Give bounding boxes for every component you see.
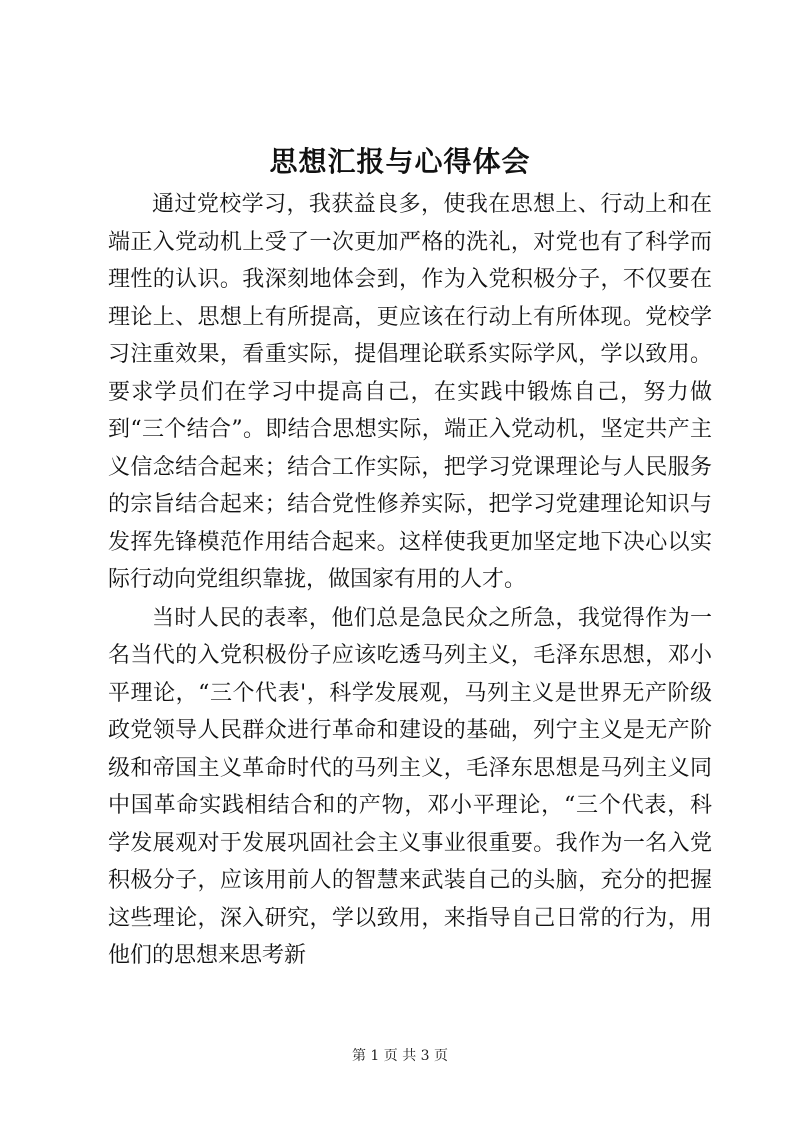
paragraph-1: 通过党校学习，我获益良多，使我在思想上、行动上和在端正入党动机上受了一次更加严格的洗礼，对党也有了科学而理性的认识。我深刻地体会到，作为入党积极分子，不仅要在理论上、思想上有所提高，更应该在行动上有所体现。党校学习注重效果，看重实际，提倡理论联系实际学风，学以致用。要求学员们在学习中提高自己，在实践中锻炼自己，努力做到“三个结合”。即结合思想实际，端正入党动机，坚定共产主义信念结合起来；结合工作实际，把学习党课理论与人民服务的宗旨结合起来；结合党性修养实际，把学习党建理论知识与发挥先锋模范作用结合起来。这样使我更加坚定地下决心以实际行动向党组织靠拢，做国家有用的人才。 <box>108 192 712 592</box>
document-body <box>108 186 712 975</box>
page-number-footer: 第 1 页 共 3 页 <box>351 1048 449 1064</box>
document-title: 思想汇报与心得体会 <box>269 145 531 178</box>
paragraph-2: 当时人民的表率，他们总是急民众之所急，我觉得作为一名当代的入党积极份子应该吃透马列主义，毛泽东思想，邓小平理论，“三个代表'，科学发展观，马列主义是世界无产阶级政党领导人民群众进行革命和建设的基础，列宁主义是无产阶级和帝国主义革命时代的马列主义，毛泽东思想是马列主义同中国革命实践相结合和的产物，邓小平理论，“三个代表，科学发展观对于发展巩固社会主义事业很重要。我作为一名入党积极分子，应该用前人的智慧来武装自己的头脑，充分的把握这些理论，深入研究，学以致用，来指导自己日常的行为，用他们的思想来思考新 <box>108 605 712 968</box>
